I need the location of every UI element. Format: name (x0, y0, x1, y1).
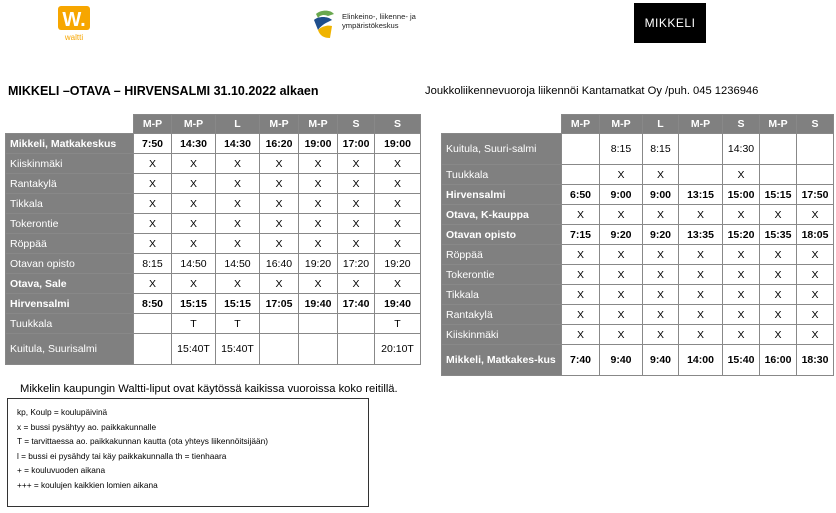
day-header: S (338, 115, 375, 134)
stop-name-bold: Mikkeli, (446, 353, 484, 366)
time-cell: X (600, 165, 643, 185)
stop-name-bold: Mikkeli, (10, 137, 48, 150)
time-cell: 9:20 (600, 225, 643, 245)
time-cell: X (134, 234, 172, 254)
stop-name-wrap (446, 354, 558, 367)
time-cell: X (375, 234, 421, 254)
time-cell: 9:40 (643, 345, 679, 376)
time-cell: X (338, 174, 375, 194)
table-row (6, 154, 421, 174)
time-cell: X (723, 165, 760, 185)
stop-name-cell (6, 134, 134, 154)
time-cell: 17:40 (338, 294, 375, 314)
stop-name-cell (442, 265, 562, 285)
time-cell: 16:40 (260, 254, 299, 274)
time-cell: X (216, 194, 260, 214)
stop-name: Tuukkala (10, 317, 53, 330)
time-cell (338, 334, 375, 365)
page-title: MIKKELI –OTAVA – HIRVENSALMI 31.10.2022 alkaen (8, 84, 319, 98)
time-cell: X (643, 245, 679, 265)
time-cell: 17:50 (797, 185, 834, 205)
time-cell: X (643, 325, 679, 345)
header-blank-cell (442, 115, 562, 134)
table-row (442, 285, 834, 305)
time-cell: X (172, 214, 216, 234)
time-cell: X (643, 205, 679, 225)
table-row (442, 185, 834, 205)
time-cell: 19:20 (299, 254, 338, 274)
time-cell: 14:30 (216, 134, 260, 154)
time-cell: 19:20 (375, 254, 421, 274)
ticket-note: Mikkelin kaupungin Waltti-liput ovat käytössä kaikissa vuoroissa koko reitillä. (20, 383, 398, 395)
time-cell (679, 134, 723, 165)
time-cell: X (679, 205, 723, 225)
timetable-mikkeli-to-hirvensalmi (5, 114, 421, 365)
time-cell: X (679, 305, 723, 325)
mikkeli-logo: MIKKELI (634, 3, 706, 43)
time-cell: X (375, 174, 421, 194)
time-cell: X (760, 205, 797, 225)
ely-logo (310, 8, 450, 44)
time-cell: 16:20 (260, 134, 299, 154)
stop-name: Rantakylä (446, 308, 493, 321)
time-cell: X (797, 205, 834, 225)
stop-name-cell (442, 225, 562, 245)
time-cell: T (172, 314, 216, 334)
time-cell: X (600, 245, 643, 265)
legend-item: x = bussi pysähtyy ao. paikkakunnalle (17, 421, 157, 432)
stop-name: Kiiskinmäki (10, 157, 63, 170)
stop-name-cell (442, 285, 562, 305)
table-row (442, 245, 834, 265)
time-cell: X (679, 325, 723, 345)
table-row (442, 205, 834, 225)
time-cell: X (600, 305, 643, 325)
time-cell: 17:00 (338, 134, 375, 154)
time-cell: X (723, 245, 760, 265)
time-cell: X (723, 285, 760, 305)
time-cell: 17:20 (338, 254, 375, 274)
time-cell: 16:00 (760, 345, 797, 376)
time-cell: X (338, 214, 375, 234)
day-header: L (216, 115, 260, 134)
time-cell: X (172, 194, 216, 214)
time-cell: X (134, 274, 172, 294)
table-row (442, 345, 834, 376)
time-cell: 13:15 (679, 185, 723, 205)
time-cell: 8:15 (600, 134, 643, 165)
time-cell: X (260, 234, 299, 254)
time-cell: X (760, 285, 797, 305)
time-cell: 9:00 (600, 185, 643, 205)
stop-name: Röppää (10, 237, 47, 250)
time-cell: X (338, 154, 375, 174)
time-cell: X (562, 205, 600, 225)
table-row (6, 134, 421, 154)
time-cell: 8:50 (134, 294, 172, 314)
time-cell: 14:50 (172, 254, 216, 274)
time-cell (760, 165, 797, 185)
stop-name-cell (442, 325, 562, 345)
time-cell: X (562, 245, 600, 265)
stop-name: Tokerontie (10, 217, 59, 230)
time-cell: X (562, 305, 600, 325)
time-cell: 15:00 (723, 185, 760, 205)
time-cell: 20:10T (375, 334, 421, 365)
time-cell: X (562, 265, 600, 285)
stop-name-cell (6, 214, 134, 234)
day-header: S (797, 115, 834, 134)
time-cell (760, 134, 797, 165)
time-cell: X (562, 285, 600, 305)
time-cell: X (134, 194, 172, 214)
time-cell: X (260, 194, 299, 214)
stop-name-cell (442, 165, 562, 185)
table-row (6, 334, 421, 365)
time-cell: X (679, 285, 723, 305)
table-row (6, 234, 421, 254)
time-cell: X (260, 274, 299, 294)
time-cell: X (760, 305, 797, 325)
table-row (442, 225, 834, 245)
day-header: M-P (679, 115, 723, 134)
stop-name-cell (442, 185, 562, 205)
legend-item: +++ = koulujen kaikkien lomien aikana (17, 479, 158, 490)
time-cell: 9:20 (643, 225, 679, 245)
table-row (6, 254, 421, 274)
time-cell: X (643, 305, 679, 325)
table-row (6, 214, 421, 234)
time-cell: X (600, 205, 643, 225)
time-cell: X (562, 325, 600, 345)
stop-name-bold: Hirvensalmi (446, 188, 506, 201)
time-cell: X (134, 154, 172, 174)
time-cell: X (723, 305, 760, 325)
day-header: L (643, 115, 679, 134)
waltti-logo (48, 4, 100, 44)
time-cell: X (260, 214, 299, 234)
table-row (442, 325, 834, 345)
time-cell: X (216, 274, 260, 294)
table-row (6, 274, 421, 294)
time-cell: 15:20 (723, 225, 760, 245)
time-cell (260, 334, 299, 365)
stop-name-cell (442, 345, 562, 376)
legend-item: + = kouluvuoden aikana (17, 465, 106, 475)
day-header: M-P (600, 115, 643, 134)
stop-name-wrap (10, 343, 122, 356)
time-cell: 8:15 (643, 134, 679, 165)
legend-item: T = tarvittaessa ao. paikkakunnan kautta (ota yhteys liikennöitsijään) (17, 436, 268, 446)
stop-name: Kuitula, Suurisalmi (10, 342, 97, 355)
operator-info: Joukkoliikennevuoroja liikennöi Kantamatkat Oy /puh. 045 1236946 (425, 85, 759, 97)
time-cell (562, 165, 600, 185)
time-cell: 19:40 (375, 294, 421, 314)
time-cell: 15:35 (760, 225, 797, 245)
time-cell: X (338, 234, 375, 254)
stop-name-cell (6, 174, 134, 194)
stop-name-cell (442, 134, 562, 165)
waltti-logo-letter: W. (62, 9, 86, 31)
time-cell: X (216, 234, 260, 254)
stop-name: Kuitula, Suuri-salmi (446, 142, 537, 155)
time-cell: X (760, 325, 797, 345)
time-cell: 15:15 (172, 294, 216, 314)
time-cell: X (299, 214, 338, 234)
legend-box (7, 398, 369, 507)
time-cell: 9:00 (643, 185, 679, 205)
legend-item: l = bussi ei pysähdy tai käy paikkakunnalla th = tienhaara (17, 450, 227, 461)
stop-name: Tuukkala (446, 168, 489, 181)
time-cell (260, 314, 299, 334)
stop-name: Rantakylä (10, 177, 57, 190)
time-cell: X (760, 245, 797, 265)
table-row (6, 194, 421, 214)
ely-emblem-icon (310, 8, 340, 42)
stop-name: Matkakeskus (47, 137, 117, 150)
time-cell: 9:40 (600, 345, 643, 376)
stop-name: Tikkala (10, 197, 43, 210)
time-cell: X (216, 214, 260, 234)
time-cell: X (797, 325, 834, 345)
day-header: M-P (260, 115, 299, 134)
stop-name: Röppää (446, 248, 483, 261)
table-row (442, 305, 834, 325)
header-blank-cell (6, 115, 134, 134)
time-cell: X (797, 285, 834, 305)
time-cell: X (299, 234, 338, 254)
stop-name: Otavan opisto (10, 257, 75, 270)
time-cell: 15:40T (172, 334, 216, 365)
stop-name-cell (6, 254, 134, 274)
time-cell: 7:15 (562, 225, 600, 245)
time-cell: X (643, 165, 679, 185)
time-cell: X (299, 194, 338, 214)
time-cell: X (172, 174, 216, 194)
day-header: M-P (760, 115, 797, 134)
table-header-row (6, 115, 421, 134)
day-header: S (375, 115, 421, 134)
table-row (6, 314, 421, 334)
time-cell: X (723, 325, 760, 345)
ely-logo-text: Elinkeino-, liikenne- ja ympäristökeskus (342, 12, 416, 30)
time-cell: 13:35 (679, 225, 723, 245)
table-header-row (442, 115, 834, 134)
timetable-hirvensalmi-to-mikkeli (441, 114, 834, 376)
time-cell: 15:40T (216, 334, 260, 365)
time-cell: X (338, 194, 375, 214)
stop-name-cell (6, 194, 134, 214)
time-cell: 8:15 (134, 254, 172, 274)
time-cell: X (797, 245, 834, 265)
time-cell (299, 334, 338, 365)
stop-name: Tokerontie (446, 268, 495, 281)
time-cell: 6:50 (562, 185, 600, 205)
legend-list (8, 399, 368, 492)
time-cell: 7:50 (134, 134, 172, 154)
table-row (6, 294, 421, 314)
waltti-logo-mark (48, 4, 100, 44)
stop-name-bold: Hirvensalmi (10, 297, 70, 310)
time-cell: X (338, 274, 375, 294)
stop-name: Tikkala (446, 288, 479, 301)
time-cell (299, 314, 338, 334)
time-cell: X (172, 274, 216, 294)
table-row (6, 174, 421, 194)
table-row (442, 165, 834, 185)
time-cell (562, 134, 600, 165)
day-header: M-P (172, 115, 216, 134)
time-cell: X (643, 265, 679, 285)
stop-name-cell (442, 245, 562, 265)
time-cell: X (299, 274, 338, 294)
stop-name-wrap (446, 143, 558, 156)
time-cell: X (797, 305, 834, 325)
time-cell: X (299, 174, 338, 194)
time-cell: X (600, 325, 643, 345)
time-cell (797, 165, 834, 185)
stop-name-cell (6, 334, 134, 365)
time-cell: 14:50 (216, 254, 260, 274)
stop-name-bold: Otava, K-kauppa (446, 208, 529, 221)
time-cell: 19:00 (299, 134, 338, 154)
stop-name-cell (6, 154, 134, 174)
time-cell: X (760, 265, 797, 285)
time-cell: 18:30 (797, 345, 834, 376)
stop-name-cell (6, 234, 134, 254)
time-cell (797, 134, 834, 165)
day-header: M-P (134, 115, 172, 134)
time-cell: 17:05 (260, 294, 299, 314)
time-cell: X (375, 194, 421, 214)
time-cell: X (216, 174, 260, 194)
time-cell: 19:00 (375, 134, 421, 154)
time-cell: X (134, 174, 172, 194)
time-cell: X (679, 265, 723, 285)
day-header: M-P (562, 115, 600, 134)
time-cell: 14:00 (679, 345, 723, 376)
time-cell (338, 314, 375, 334)
time-cell (134, 314, 172, 334)
time-cell: 15:15 (760, 185, 797, 205)
time-cell: 14:30 (172, 134, 216, 154)
time-cell: 14:30 (723, 134, 760, 165)
time-cell: X (723, 265, 760, 285)
time-cell: 15:15 (216, 294, 260, 314)
time-cell: X (375, 154, 421, 174)
stop-name-cell (442, 205, 562, 225)
stop-name-cell (6, 274, 134, 294)
day-header: S (723, 115, 760, 134)
stop-name-cell (442, 305, 562, 325)
stop-name: Matkakes-kus (483, 353, 556, 366)
time-cell: X (260, 174, 299, 194)
time-cell: X (679, 245, 723, 265)
stop-name-cell (6, 294, 134, 314)
day-header: M-P (299, 115, 338, 134)
table-row (442, 265, 834, 285)
time-cell: 19:40 (299, 294, 338, 314)
time-cell: X (375, 214, 421, 234)
time-cell: 15:40 (723, 345, 760, 376)
time-cell: X (643, 285, 679, 305)
waltti-logo-label: waltti (64, 33, 84, 42)
time-cell: X (797, 265, 834, 285)
time-cell: X (172, 154, 216, 174)
time-cell: X (600, 285, 643, 305)
time-cell: X (299, 154, 338, 174)
stop-name: Kiiskinmäki (446, 328, 499, 341)
time-cell: X (600, 265, 643, 285)
time-cell: X (375, 274, 421, 294)
stop-name: Otavan opisto (446, 228, 517, 241)
stop-name-cell (6, 314, 134, 334)
time-cell: X (172, 234, 216, 254)
time-cell: X (134, 214, 172, 234)
time-cell: 18:05 (797, 225, 834, 245)
time-cell: X (723, 205, 760, 225)
time-cell (134, 334, 172, 365)
table-row (442, 134, 834, 165)
time-cell: T (216, 314, 260, 334)
time-cell: X (260, 154, 299, 174)
time-cell (679, 165, 723, 185)
legend-item: kp, Koulp = koulupäivinä (17, 407, 108, 417)
time-cell: T (375, 314, 421, 334)
stop-name-bold: Otava, Sale (10, 277, 67, 290)
time-cell: X (216, 154, 260, 174)
time-cell: 7:40 (562, 345, 600, 376)
